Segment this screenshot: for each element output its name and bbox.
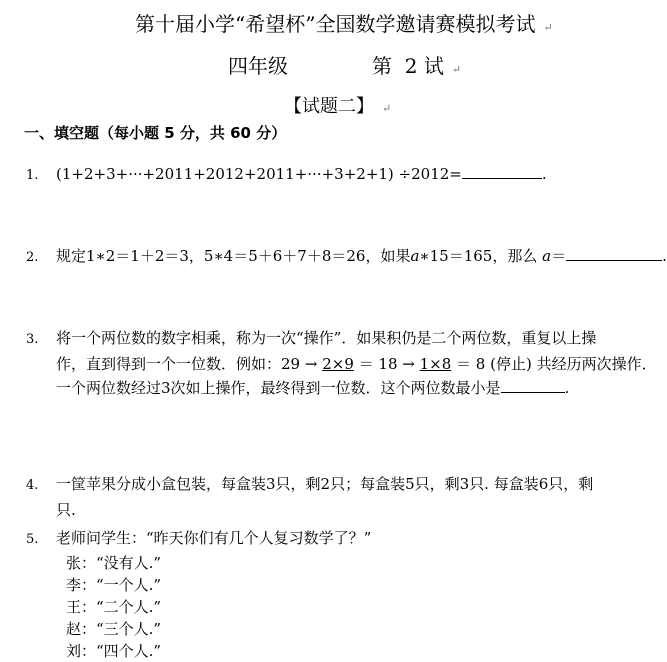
exam-title: 第十届小学“希望杯”全国数学邀请赛模拟考试 ↵ bbox=[135, 12, 553, 36]
question-number: 5. bbox=[26, 532, 39, 547]
question-2: 2. 规定1∗2＝1＋2＝3，5∗4＝5＋6＋7＋8＝26，如果a∗15＝165，那么 a＝ . bbox=[26, 244, 667, 270]
question-4: 4. 一筐苹果分成小盒包装，每盒装3只，剩2只；每盒装5只，剩3只. 每盒装6只，剩 只. bbox=[26, 475, 594, 519]
question-number: 2. bbox=[26, 250, 39, 265]
list-item: 刘：“四个人.” bbox=[66, 642, 162, 660]
question-text: 一筐苹果分成小盒包装，每盒装3只，剩2只；每盒装5只，剩3只. 每盒装6只，剩 bbox=[56, 475, 594, 493]
paragraph-mark-icon: ↵ bbox=[543, 21, 553, 34]
question-number: 1. bbox=[26, 168, 39, 183]
answer-list bbox=[26, 552, 371, 662]
question-number: 3. bbox=[26, 332, 39, 347]
list-item: 赵：“三个人.” bbox=[66, 620, 162, 638]
list-item: 李：“一个人.” bbox=[66, 576, 162, 594]
answer-blank[interactable] bbox=[566, 246, 662, 261]
question-text: 老师问学生：“昨天你们有几个人复习数学了？” bbox=[56, 529, 372, 547]
answer-blank[interactable] bbox=[462, 164, 542, 179]
answer-blank[interactable] bbox=[501, 378, 565, 393]
round-label: 第 2 试 ↵ bbox=[372, 54, 462, 78]
grade-label: 四年级 bbox=[228, 54, 288, 78]
question-5 bbox=[26, 526, 371, 662]
list-item: 王：“二个人.” bbox=[66, 598, 162, 616]
question-text: (1+2+3+···+2011+2012+2011+···+3+2+1) ÷2012= bbox=[56, 165, 462, 183]
section-title: 一、填空题（每小题 5 分，共 60 分） bbox=[24, 124, 287, 142]
question-number: 4. bbox=[26, 478, 39, 493]
question-3: 3. 将一个两位数的数字相乘，称为一次“操作”．如果积仍是二个两位数，重复以上操 作，直到得到一个一位数．例如：29 → 2×9 ＝ 18 → 1×8 ＝ 8 (停止) 共经历两次操作． 一个两位数经过3次如上操作，最终得到一位数．这个两位数最小是 . bbox=[26, 329, 657, 397]
question-text: 规定1∗2＝1＋2＝3，5∗4＝5＋6＋7＋8＝26，如果 bbox=[56, 247, 411, 265]
paragraph-mark-icon: ↵ bbox=[451, 63, 462, 76]
paragraph-mark-icon: ↵ bbox=[382, 102, 392, 115]
subtitle: 【试题二】 ↵ bbox=[284, 96, 392, 117]
question-text: 将一个两位数的数字相乘，称为一次“操作”．如果积仍是二个两位数，重复以上操 bbox=[56, 329, 597, 347]
list-item: 张：“没有人.” bbox=[66, 554, 162, 572]
question-1: 1. (1+2+3+···+2011+2012+2011+···+3+2+1) ÷2012= . bbox=[26, 162, 547, 188]
